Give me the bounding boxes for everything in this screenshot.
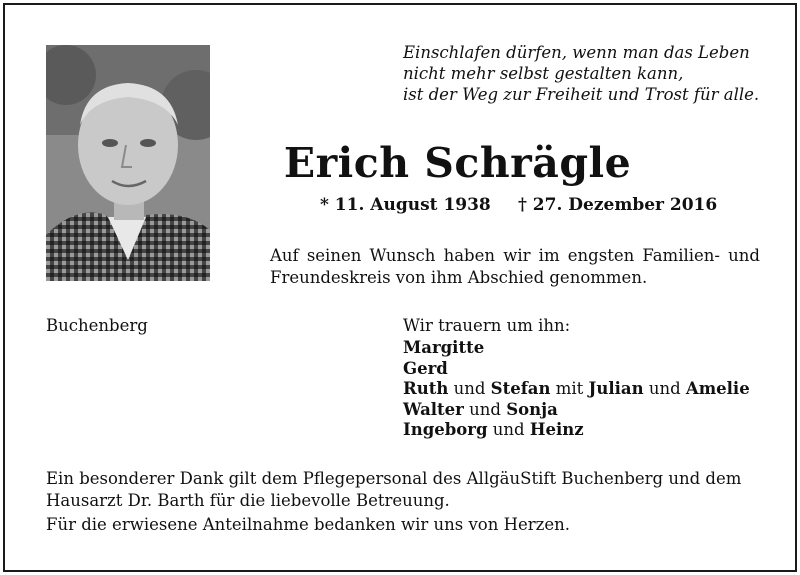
mourners-heading: Wir trauern um ihn: (403, 316, 571, 335)
mourners-list (403, 338, 750, 441)
conjunction: und (648, 379, 681, 398)
mourner-name: Amelie (685, 379, 750, 398)
mourner-name: Gerd (403, 358, 448, 378)
mourner-name: Walter (403, 399, 464, 419)
closing-text: Für die erwiesene Anteilnahme bedanken wir uns von Herzen. (46, 515, 570, 534)
mourner-line (403, 420, 750, 441)
conjunction: mit (555, 379, 584, 398)
birth-date: * 11. August 1938 (320, 195, 491, 215)
deceased-name: Erich Schrägle (283, 139, 632, 187)
mourner-name: Margitte (403, 338, 485, 357)
death-date: † 27. Dezember 2016 (518, 195, 718, 215)
mourner-line (403, 379, 750, 400)
quote-line: Einschlafen dürfen, wenn man das Leben (403, 43, 750, 62)
thanks-text: Ein besonderer Dank gilt dem Pflegepersonal des AllgäuStift Buchenberg und dem Hausarzt Dr. Barth für die liebevolle Betreuung. (46, 469, 742, 510)
quote-line: ist der Weg zur Freiheit und Trost für alle. (403, 85, 760, 104)
mourner-name: Stefan (490, 379, 551, 398)
mourner-line (403, 338, 750, 359)
mourner-name: Ruth (403, 379, 449, 398)
mourner-name: Ingeborg (403, 420, 488, 439)
conjunction: und (469, 399, 501, 419)
mourner-name: Heinz (529, 420, 584, 439)
place-name: Buchenberg (46, 316, 148, 335)
mourner-line (403, 359, 750, 380)
mourner-line (403, 400, 750, 421)
epitaph-quote (403, 42, 773, 105)
quote-line: nicht mehr selbst gestalten kann, (403, 64, 684, 83)
mourner-name: Sonja (506, 399, 558, 419)
conjunction: und (453, 379, 486, 398)
conjunction: und (492, 420, 525, 439)
mourner-name: Julian (588, 379, 644, 398)
farewell-text: Auf seinen Wunsch haben wir im engsten Familien- und Freundeskreis von ihm Abschied genommen. (270, 246, 760, 287)
